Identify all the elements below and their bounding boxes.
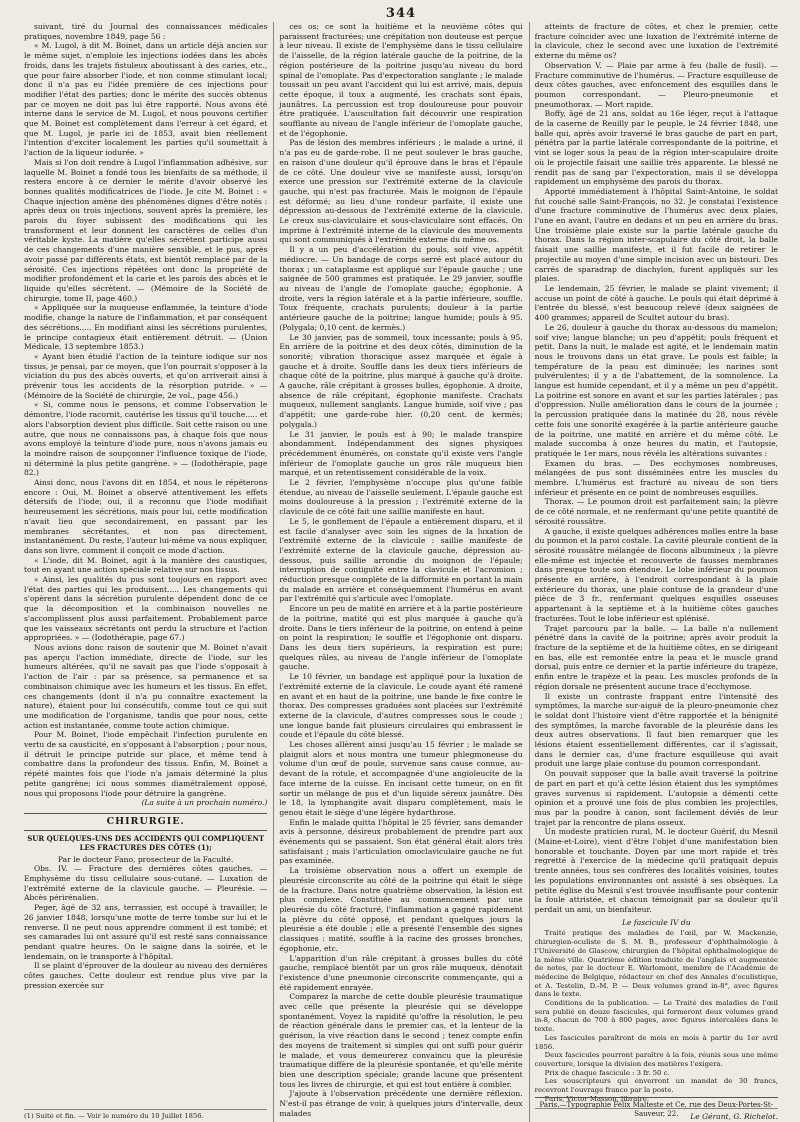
paragraph: Peger, âgé de 32 ans, terrassier, est occupé à travailler, le 26 janvier 1848, lorsqu'une motte de terre tombe sur lui et le renverse. Il ne peut nous apprendre comment il est tombé; et ses camarades lui ont assuré qu'il est resté sans connaissance pendant quatre heures. On le saigne dans la soirée, et le lendemain, on le transporte à l'hôpital. <box>24 903 268 961</box>
paragraph: Le 31 janvier, le pouls est à 90; le malade transpire abondamment. Indépendamment des signes physiques précédemment énumérés, on constate qu'il existe vers l'angle inférieur de l'omoplate gauche un gros râle muqueux bien marqué, et un retentissement considérable de la voix. <box>279 429 523 478</box>
paragraph: Pas de lésion des membres inférieurs ; le malade a uriné, il n'a pas eu de garde-robe. Il ne peut soulever le bras gauche, en raison d'une douleur qu'il éprouve dans le bras et l'épaule de ce côté. Une douleur vive se manifeste aussi, lorsqu'on exerce une pression sur l'extrémité externe de la clavicule gauche, qui n'est pas fracturée. Mais le moignon de l'épaule est déformé; au lieu d'une rondeur parfaite, il existe une dépression au-dessous de l'extrémité externe de la clavicule. Le creux sus-claviculaire et sous-claviculaire sont effacés. On imprime à l'extrémité interne de la clavicule des mouvements qui sont communiqués à l'extrémité externe du même os. <box>279 138 523 245</box>
paragraph: Comparez la marche de cette double pleurésie traumatique avec celle que présente la pleurésie qui se développe spontanément. Voyez la rapidité qu'offre la résolution, le peu de réaction générale dans le premier cas, et la lenteur de la guérison, la vive réaction dans le second ; tenez compte enfin des moyens de traitement si simples qui ont suffi pour guérir le malade, et vous demeurerez convaincu que la pleurésie traumatique diffère de la pleurésie spontanée, et qu'elle mérite bien une description spéciale; grande lacune que présentent tous les livres de chirurgie, et qui est tout entière à combler. <box>279 992 523 1089</box>
paragraph: Conditions de la publication. — Le Traité des maladies de l'œil sera publié en douze fascicules, qui formeront deux volumes grand in-8, chacun de 700 à 800 pages, avec figures intercalées dans le texte. <box>534 999 778 1034</box>
paragraph: Obs. IV. — Fracture des dernières côtes gauches. — Emphysème du tissu cellulaire sous-cutané. — Luxation de l'extrémité externe de la clavicule gauche. — Pleurésie. — Abcès périrénalien. <box>24 864 268 903</box>
column-2 <box>279 22 522 1122</box>
footnote: (1) Suite et fin. — Voir le numéro du 10 Juillet 1856. <box>24 1109 267 1120</box>
paragraph: Paris, Victor Masson, libraire. <box>544 1094 650 1103</box>
paragraph: Le lendemain, 25 février, le malade se plaint vivement; il accuse un point de côté à gauche. Le pouls qui était déprimé à l'entrée du blessé, s'est beaucoup relevé (deux saignées de 400 grammes; appareil de Scultet autour du bras). <box>534 283 778 323</box>
paragraph: Examen du bras. — Des ecchymoses nombreuses, mélangées de pus sont disséminées entre les muscles du membre. L'humérus est fracturé au niveau de son tiers inférieur et présente en ce point de nombreuses esquilles. <box>534 458 778 497</box>
paragraph: L'apparition d'un râle crépitant à grosses bulles du côté gauche, remplacé bientôt par un gros râle muqueux, dénotait l'existence d'une pneumonie circonscrite commençante, qui a été rapidement enrayée. <box>279 953 523 992</box>
paragraph: Boffy, âgé de 21 ans, soldat au 16e léger, reçut à l'attaque de la caserne de Reuilly par le peuple, le 24 février 1848, une balle qui, après avoir traversé le bras gauche de part en part, pénétra par la partie latérale correspondante de la poitrine, et vint se loger sous la peau de la région inter-scapulaire droite où le projectile faisait une saillie très apparente. Le blessé ne rendit pas de sang par l'expectoration, mais il se développa rapidement un emphysème des parois du thorax. <box>534 109 778 187</box>
column-1 <box>24 22 267 1122</box>
paragraph: Il existe un contraste frappant entre l'intensité des symptômes, la marche sur-aiguë de la pleuro-pneumonie chez le soldat dont l'histoire vient d'être rapportée et la bénignité des symptômes, la marche favorable de la pleurésie dans les deux autres observations. Il faut bien remarquer que les lésions étaient essentiellement différentes, car il s'agissait, dans le dernier cas, d'une fracture esquilleuse qui avait produit une large plaie contuse du poumon correspondant. <box>534 691 778 769</box>
paragraph: On pouvait supposer que la balle avait traversé la poitrine de part en part et qu'à cette lésion étaient dus les symptômes graves survenus si rapidement. L'autopsie a démenti cette opinion et a prouvé une fois de plus combien les projectiles, mus par la poudre à canon, sont facilement déviés de leur trajet par la rencontre de plans osseux. <box>534 769 778 827</box>
paragraph: Il y a un peu d'accélération du pouls, soif vive, appétit médiocre. — Un bandage de corps serré est placé autour du thorax ; un cataplasme est appliqué sur l'épaule gauche ; une saignée de 500 grammes est pratiquée. Le 29 janvier, souffle au niveau de l'angle de l'omoplate gauche; égophonie. A droite, vers la région latérale et à la partie inférieure, souffle. Toux fréquente, crachats purulents; douleur à la partie antérieure gauche de la poitrine; langue humide; pouls à 95. (Polygala; 0,10 cent. de kermès.) <box>279 245 523 332</box>
paragraph: Observation V. — Plaie par arme à feu (balle de fusil). — Fracture comminutive de l'humérus. — Fracture esquilleuse de deux côtes gauches, avec enfoncement des esquilles dans le poumon correspondant. — Pleuro-pneumonie et pneumothorax. — Mort rapide. <box>534 60 778 109</box>
paragraph: A gauche, il existe quelques adhérences molles entre la base du poumon et la paroi costale. La cavité pleurale contient de la sérosité roussâtre mélangée de flocons albumineux ; la plèvre elle-même est injectée et recouverte de fausses membranes dans presque toute son étendue. Le lobe inférieur du poumon présente en arrière, à l'endroit correspondant à la plaie extérieure du thorax, une plaie contuse de la grandeur d'une pièce de 3 fr., renfermant quelques esquilles osseuses appartenant à la septième et à la huitième côtes gauches fracturées. Tout le lobe inférieur est splénisé. <box>534 526 778 623</box>
paragraph: « L'iode, dit M. Boinet, agit à la manière des caustiques, tout en ayant une action spéciale relative sur nos tissus. <box>24 555 268 575</box>
paragraph: Les souscripteurs qui enverront un mandat de 30 francs, recevront l'ouvrage franco par la poste. <box>534 1077 778 1095</box>
paragraph: Apporté immédiatement à l'hôpital Saint-Antoine, le soldat fut couché salle Saint-François, no 32. Je constatai l'existence d'une fracture comminutive de l'humérus avec deux plaies, l'une en avant, l'autre en dedans et un peu en arrière du bras. Une troisième plaie existe sur la partie latérale gauche du thorax. Dans la région inter-scapulaire du côté droit, la balle faisait une saillie manifeste, et il fut facile de retirer le projectile au moyen d'une simple incision avec un bistouri. Des carrés de sparadrap de diachylon, furent appliqués sur les plaies. <box>534 186 778 284</box>
paragraph: Traité pratique des maladies de l'œil, par W. Mackenzie, chirurgien-oculiste de S. M. B., professeur d'ophthalmologie à l'Université de Glascow, chirurgien de l'hôpital ophthalmologique de la même ville. Quatrième édition traduite de l'anglais et augmentée de notes, par le docteur E. Warlomont, membre de l'Académie de médecine de Belgique, rédacteur en chef des Annales d'oculistique, et A. Testelin, D.-M. P. — Deux volumes grand in-8°, avec figures dans le texte. <box>534 929 778 999</box>
paragraph: « Appliquée sur la muqueuse enflammée, la teinture d'iode modifie, change la nature de l'inflammation, et par conséquent des sécrétions..... En modifiant ainsi les sécrétions purulentes, le principe contagieux était entièrement détruit. — (Union Médicale, 13 septembre 1853.) <box>24 303 268 352</box>
imprint: Paris.—Typographie Félix Malteste et Ce, rue des Deux-Portes-St-Sauveur, 22. <box>535 1097 778 1120</box>
page-number: 344 <box>385 6 417 21</box>
paragraph: Ainsi donc, nous l'avons dit en 1854, et nous le répéterons encore : Oui, M. Boinet a observé attentivement les effets détersifs de l'iode; oui, il a reconnu que l'iode modifiait heureusement les sécrétions, mais pour lui, cette modification n'avait lieu que secondairement, en passant par les membranes sécrétantes, et non pas directement, instantanément. Du reste, l'auteur lui-même va nous expliquer, dans son livre, comment il conçoit ce mode d'action. <box>24 478 268 555</box>
paragraph: suivant, tiré du Journal des connaissances médicales pratiques, novembre 1849, page 56 : <box>24 22 268 41</box>
paragraph: « M. Lugol, à dit M. Boinet, dans un article déjà ancien sur le même sujet, n'emploie les injections iodées dans les abcès froids, dans les trajets fistuleux aboutissant à des caries, etc., que pour faire absorber l'iode, et non comme stimulant local; donc il n'a pas eu l'idée première de ces injections pour modifier l'état des parties; donc le mérite des succès obtenus par ce moyen ne doit pas lui être rapporté. Nous avons été interne dans le service de M. Lugol, et nous pouvons certifier que M. Boinet est complètement dans l'erreur à cet égard, et que M. Lugol, je parle ici de 1853, avait bien réellement l'intention d'exciter localement les parties qu'il soumettait à l'action de la liqueur iodurée. » <box>24 41 268 158</box>
column-3 <box>535 22 778 1122</box>
paragraph: atteints de fracture de côtes, et chez le premier, cette fracture coïncider avec une luxation de l'extrémité interne de la clavicule, chez le second avec une luxation de l'extrémité externe du même os? <box>534 22 778 61</box>
paragraph: Le 2 février, l'emphysème n'occupe plus qu'une faible étendue, au niveau de l'aisselle seulement. L'épaule gauche est moins douloureuse à la pression ; l'extrémité externe de la clavicule de ce côté fait une saillie manifeste en haut. <box>279 478 523 517</box>
fascicule-title: Le fascicule IV du <box>622 917 691 927</box>
col1-body <box>24 22 267 991</box>
paragraph: Prix de chaque fascicule : 3 fr. 50 c. <box>544 1068 670 1077</box>
paragraph: Thorax. — Le poumon droit est parfaitement sain; la plèvre de ce côté normale, et ne renfermant qu'une petite quantité de sérosité roussâtre. <box>534 497 778 526</box>
paragraph: Nous avions donc raison de soutenir que M. Boinet n'avait pas aperçu l'action immédiate, directe de l'iode, sur les humeurs altérées, qu'il ne savait pas que l'iode s'opposait à l'action de l'air : par sa présence, sa permanence et sa combinaison chimique avec les humeurs et les tissus. En effet, ces changements (dont il n'a pu connaître exactement la nature), étaient pour lui consécutifs, comme tout ce qui suit une modification de l'organisme, tandis que pour nous, cette action est instantanée, comme toute action chimique. <box>24 643 268 730</box>
paragraph: Un modeste praticien rural, M. le docteur Guérif, du Mesnil (Maine-et-Loire), vient d'être l'objet d'une manifestation bien honorable et touchante. Doyen par une mort rapide et très regretté à l'exercice de la médecine qu'il pratiquait depuis trente années, tous ses confrères des localités voisines, toutes les populations environnantes ont assisté à ses obsèques. La petite église du Mesnil s'est trouvée insuffisante pour contenir la foule attristée, et chacun témoignait par sa douleur qu'il perdait un ami, un bienfaiteur. <box>534 827 778 914</box>
paragraph: « Ayant bien étudié l'action de la teinture iodique sur nos tissus, je pensai, par ce moyen, que l'on pourrait s'opposer à la viciation du pus des abcès ouverts, et qu'on arriverait ainsi à prévenir tous les accidents de la résorption putride. » — (Mémoire de la Société de chirurgie, 2e vol., page 456.) <box>24 351 268 400</box>
paragraph: Trajet parcouru par la balle. — La balle n'a nullement pénétré dans la cavité de la poitrine; après avoir produit la fracture de la septième et de la huitième côtes, en se dirigeant en bas, elle est remontée entre la peau et le muscle grand dorsal, puis entre ce dernier et la partie inférieure du trapèze, enfin entre le trapèze et la peau. Les muscles profonds de la région dorsale ne présentent aucune trace d'ecchymose. <box>534 623 778 691</box>
paragraph: Deux fascicules pourront paraître à la fois, réunis sous une même couverture, lorsque la division des matières l'exigera. <box>534 1051 778 1068</box>
paragraph: J'ajoute à l'observation précédente une dernière réflexion. N'est-il pas étrange de voir, à quelques jours d'intervalle, deux malades <box>279 1089 523 1118</box>
paragraph: Il se plaint d'éprouver de la douleur au niveau des dernières côtes gauches. Cette douleur est rendue plus vive par la pression exercée sur <box>24 961 268 990</box>
article-title: SUR QUELQUES-UNS DES ACCIDENTS QUI COMPLIQUENT LES FRACTURES DES CÔTES (1); <box>27 833 265 852</box>
paragraph: ces os; ce sont la huitième et la neuvième côtes qui paraissent fracturées; une crépitation non douteuse est perçue à leur niveau. Il existe de l'emphysème dans le tissu cellulaire de l'aisselle, de la région latérale gauche de la poitrine, de la région postérieure de la poitrine jusqu'au niveau du bord spinal de l'omoplate. Pas d'expectoration sanglante ; le malade toussait un peu avant l'accident qui lui est arrivé, mais, depuis cette époque, il toux a augmenté, les crachats sont épais, jaunâtres. La percussion est trop douloureuse pour pouvoir être pratiquée. L'auscultation fait découvrir une respiration soufflante au niveau de l'angle inférieur de l'omoplate gauche, et de l'égophonie. <box>279 22 523 138</box>
paragraph: « Ainsi, les qualités du pus sont toujours en rapport avec l'état des parties qui les produisent..... Les changements qui s'opèrent dans la sécrétion purulente dépendent donc de ce que la décomposition et la combinaison nouvelles ne s'accomplissent plus aussi parfaitement. Probablement parce que les vaisseaux sécrétants ont perdu la structure et l'action appropriées. » — (Iodothérapie, page 67.) <box>24 575 268 643</box>
paragraph: Le 10 février, un bandage est appliqué pour la luxation de l'extrémité externe de la clavicule. Le coude ayant été ramené en avant et en haut de la poitrine, une bande le fixe contre le thorax. Des compresses graduées sont placées sur l'extrémité externe de la clavicule, d'autres compresses sous le coude ; une longue bande fait plusieurs circulaires qui embrassent le coude et l'épaule du côté blessé. <box>279 672 523 740</box>
paragraph: « Si, comme nous le pensons, et comme l'observation le démontre, l'iode racornit, cautérise les tissus qu'il touche..... et alors l'absorption devient plus difficile. Soit cette raison ou une autre, que nous ne connaissons pas, à chaque fois que nous avons employé la teinture d'iode pure, nous n'avons jamais eu la moindre raison de soupçonner l'influence toxique de l'iode, ni déterminé la plus petite gangrène. » — (Iodothérapie, page 82.) <box>24 400 268 478</box>
article-author: Par le docteur Fano, prosecteur de la Faculté. <box>57 854 234 864</box>
paragraph: Le 30 janvier, pas de sommeil, toux incessante; pouls à 95. En arrière de la poitrine et des deux côtés, diminution de la sonorité; vibration thoracique assez marquée et égale à gauche et à droite. Souffle dans les deux tiers inférieurs de chaque côté de la poitrine, plus marqué à gauche qu'à droite. A gauche, râle crépitant à grosses bulles, égophonie. A droite, absence de râle crépitant, égophonie manifeste. Crachats muqueux, nullement sanglants. Langue humide, soif vive ; pas d'appétit; une garde-robe hier. (0,20 cent. de kermès; polygala.) <box>279 332 523 429</box>
paragraph: Le 26, douleur à gauche du thorax au-dessous du mamelon; soif vive; langue blanche; un peu d'appétit; pouls fréquent et petit. Dans la nuit, le malade est agité, et le lendemain matin nous le trouvons dans un état grave. Le pouls est faible; la température de la peau est diminuée; les narines sont pulvérulentes; il y a de l'abattement, de la somnolence. La langue est humide cependant, et il y a même un peu d'appétit. La poitrine est sonore en avant et sur les parties latérales ; pas d'oppression. Nulle amélioration dans le cours de la journée ; la percussion pratiquée dans la matinée du 28, nous révèle cette fois une sonorité exagérée à la partie antérieure gauche de la poitrine, une matité en arrière et du même côté. Le malade succomba à onze heures du matin, et l'autopsie, pratiquée le 1er mars, nous révéla les altérations suivantes : <box>534 322 778 458</box>
paragraph: Mais si l'on doit rendre à Lugol l'inflammation adhésive, sur laquelle M. Boinet a fondé tous les bienfaits de sa méthode, il restera encore à ce dernier le mérite d'avoir observé les bonnes qualités modificatrices de l'iode. Je cite M. Boinet : « Chaque injection amène des phénomènes dignes d'être notés : après deux ou trois injections, souvent après la première, les parois du foyer subissent des modifications qui les transforment et leur donnent les caractères de celles d'un véritable kyste. La matière qu'elles sécrètent participe aussi de ces changements d'une manière sensible, et le pus, après avoir passé par différents états, est bientôt remplacé par de la sérosité. Ces injections répétées ont donc la propriété de modifier profondément et la carie et les parois des abcès et le liquide qu'elles sécrètent. — (Mémoire de la Société de chirurgie, tome II, page 460.) <box>24 157 268 303</box>
paragraph: La troisième observation nous a offert un exemple de pleurésie circonscrite au côté de la poitrine qui était le siège de la fracture. Dans notre quatrième observation, la lésion est plus complexe. Constituée au commencement par une pleurésie du côté fracturé, l'inflammation a gagné rapidement la plèvre du côté opposé, et pendant quelques jours la pleurésie a été double ; elle a présenté l'ensemble des signes classiques : matité, souffle à la racine des grosses bronches, égophonie, etc. <box>279 866 523 953</box>
paragraph: Enfin le malade quitta l'hôpital le 25 février, sans demander avis à personne, désireux probablement de prendre part aux événements qui se passaient. Son état général était alors très satisfaisant ; mais l'articulation omoclaviculaire gauche ne fut pas examinée. <box>279 817 523 866</box>
paragraph: Le 5, le gonflement de l'épaule a entièrement disparu, et il est facile d'analyser avec soin les signes de la luxation de l'extrémité externe de la clavicule : saillie manifeste de l'extrémité externe de la clavicule gauche, dépression au-dessous, puis saillie arrondie du moignon de l'épaule; interruption de contiguïté entre la clavicule et l'acromion ; réduction presque complète de la difformité en portant la main du malade en arrière et conséquemment l'humérus en avant par l'extrémité qui s'articule avec l'omoplate. <box>279 516 523 604</box>
signature: Le Gérant, G. Richelot. <box>535 1108 778 1122</box>
paragraph: Les choses allèrent ainsi jusqu'au 15 février ; le malade se plaignit alors et nous montra une tumeur phlegmoneuse du volume d'un œuf de poule, survenue sans cause connue, au-devant de la rotule, et accompagnée d'une angioleucite de la face interne de la cuisse. En incisant cette tumeur, on en fit sortir un mélange de pus et d'un liquide séreux jaunâtre. Dès le 18, la lymphangite avait disparu complètement, mais le genou était le siège d'une légère hydarthrose. <box>279 740 523 817</box>
paragraph: Encore un peu de matité en arrière et à la partie postérieure de la poitrine, matité qui est plus marquée à gauche qu'à droite. Dans le tiers inférieur de la poitrine, on entend à peine on point la respiration; le souffle et l'égophonie ont disparu. Dans les deux tiers supérieurs, la respiration est pure; quelques râles, au niveau de l'angle inférieur de l'omoplate gauche. <box>279 604 523 672</box>
text-columns <box>24 22 778 1122</box>
paragraph: Les fascicules paraîtront de mois en mois à partir du 1er avril 1856. <box>534 1033 778 1051</box>
section-title: CHIRURGIE. <box>24 813 267 831</box>
paragraph: Pour M. Boinet, l'iode empêchait l'infection purulente en vertu de sa causticité, en s'opposant à l'absorption ; pour nous, il détruit le principe putride sur place, et même tend à combattre dans la profondeur des tissus. Enfin, M. Boinet a répété maintes fois que l'iode n'a jamais déterminé la plus petite gangrène; ici nous sommes diamétralement opposé, nous qui proposons l'iode pour détruire la gangrène. <box>24 730 268 798</box>
continuation-note: (La suite à un prochain numéro.) <box>141 798 268 808</box>
